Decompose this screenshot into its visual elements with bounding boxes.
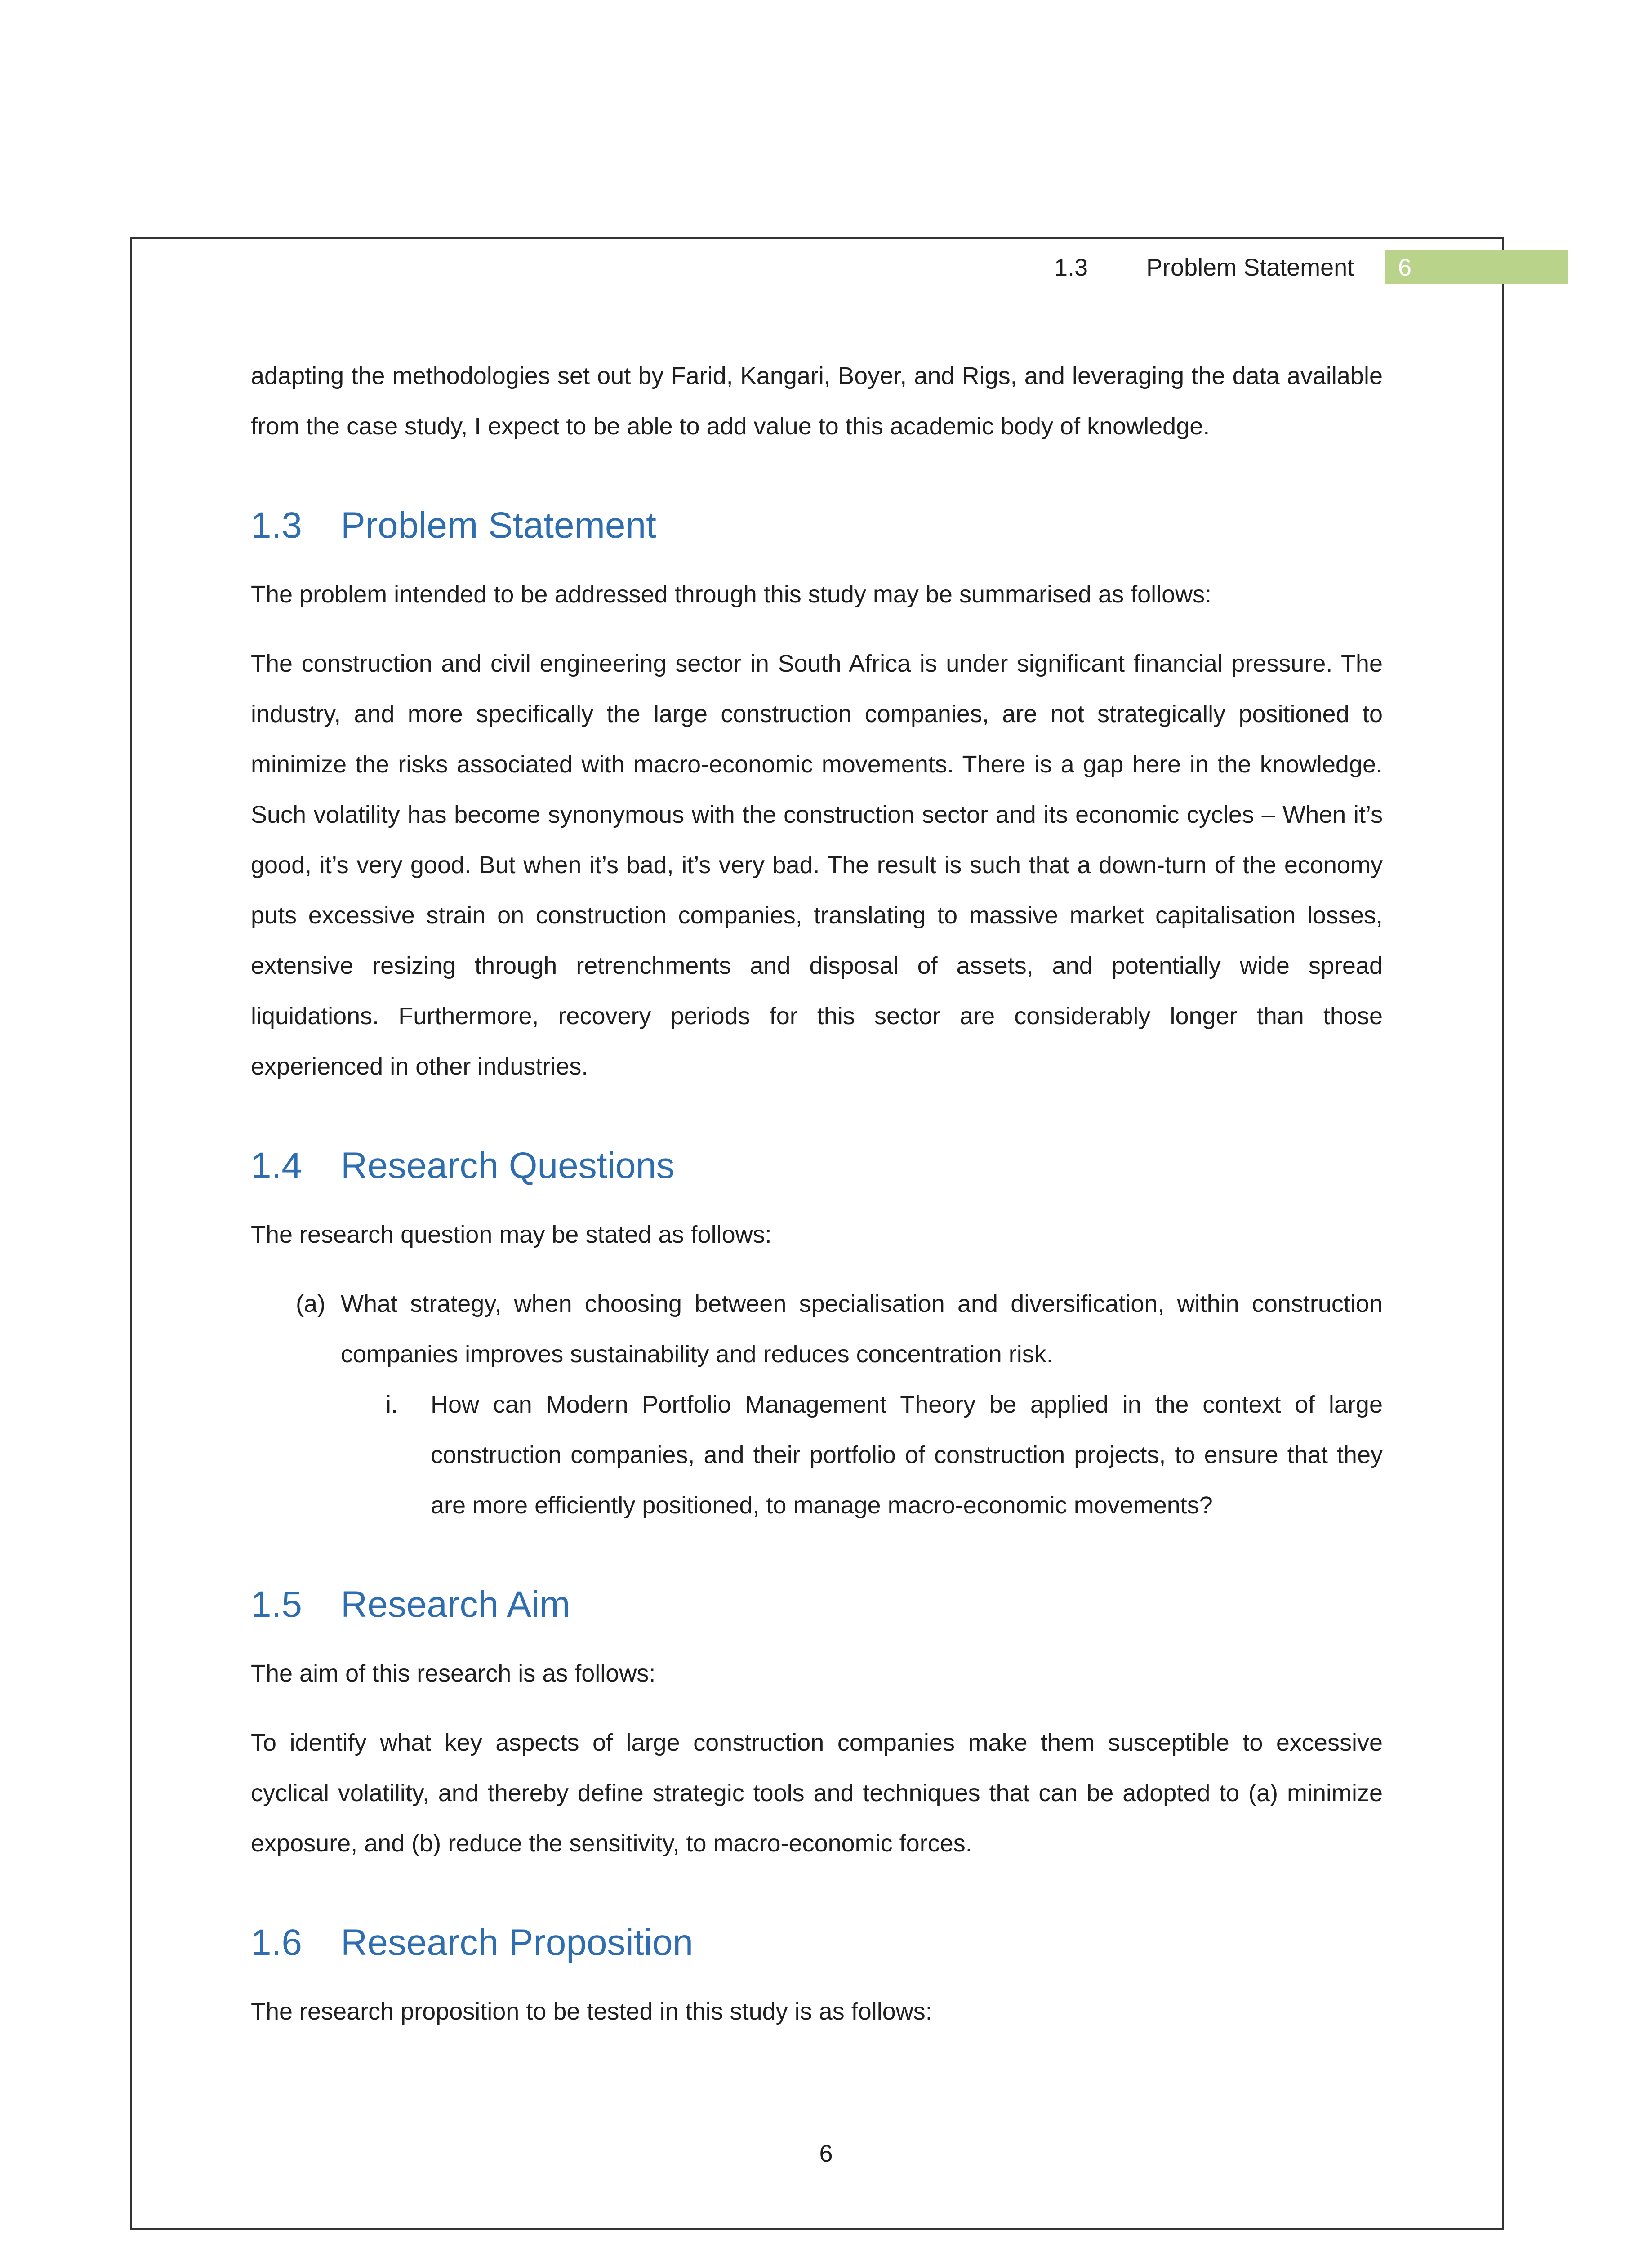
heading-research-questions (251, 1141, 1383, 1191)
research-question-text-i: How can Modern Portfolio Management Theory be applied in the context of large construction companies, and their portfolio of construction projects, to ensure that they are more efficiently positioned, to manage macro-economic movements? (431, 1391, 1383, 1519)
page-content (251, 351, 1383, 2037)
heading-research-aim (251, 1580, 1383, 1629)
research-question-text-a: What strategy, when choosing between specialisation and diversification, within construction companies improves sustainability and reduces concentration risk. (341, 1290, 1383, 1368)
heading-title: Problem Statement (341, 505, 656, 546)
problem-statement-body: The construction and civil engineering sector in South Africa is under significant financial pressure. The industry, and more specifically the large construction companies, are not strategically positioned to minimize the risks associated with macro-economic movements. There is a gap here in the knowledge. Such volatility has become synonymous with the construction sector and its economic cycles – When it’s good, it’s very good. But when it’s bad, it’s very bad. The result is such that a down-turn of the economy puts excessive strain on construction companies, translating to massive market capitalisation losses, extensive resizing through retrenchments and disposal of assets, and potentially wide spread liquidations. Furthermore, recovery periods for this sector are considerably longer than those experienced in other industries. (251, 650, 1383, 1080)
heading-title: Research Questions (341, 1145, 675, 1186)
heading-number: 1.5 (251, 1584, 302, 1625)
research-question-item-i (251, 1379, 1383, 1530)
heading-title: Research Proposition (341, 1922, 693, 1963)
intro-paragraph: adapting the methodologies set out by Farid, Kangari, Boyer, and Rigs, and leveraging the data available from the case study, I expect to be able to add value to this academic body of knowledge. (251, 362, 1383, 440)
problem-statement-lead: The problem intended to be addressed through this study may be summarised as follows: (251, 581, 1212, 608)
research-questions-lead: The research question may be stated as follows: (251, 1221, 772, 1248)
heading-number: 1.6 (251, 1922, 302, 1963)
running-header (966, 250, 1560, 285)
heading-title: Research Aim (341, 1584, 570, 1625)
research-question-item-a (251, 1279, 1383, 1379)
running-header-section-number: 1.3 (1054, 254, 1088, 281)
list-marker-a: (a) (296, 1290, 325, 1317)
research-aim-body: To identify what key aspects of large construction companies make them susceptible to excessive cyclical volatility, and thereby define strategic tools and techniques that can be adopted to (a) minimize exposure, and (b) reduce the sensitivity, to macro-economic forces. (251, 1729, 1383, 1857)
research-aim-lead: The aim of this research is as follows: (251, 1660, 656, 1687)
running-header-section-title: Problem Statement (1146, 254, 1354, 281)
list-marker-i: i. (386, 1391, 398, 1418)
heading-number: 1.3 (251, 505, 302, 546)
heading-number: 1.4 (251, 1145, 302, 1186)
running-header-page-tab: 6 (1385, 250, 1568, 284)
footer-page-number: 6 (819, 2140, 833, 2167)
research-proposition-lead: The research proposition to be tested in this study is as follows: (251, 1998, 932, 2025)
heading-research-proposition (251, 1918, 1383, 1967)
heading-problem-statement (251, 501, 1383, 550)
